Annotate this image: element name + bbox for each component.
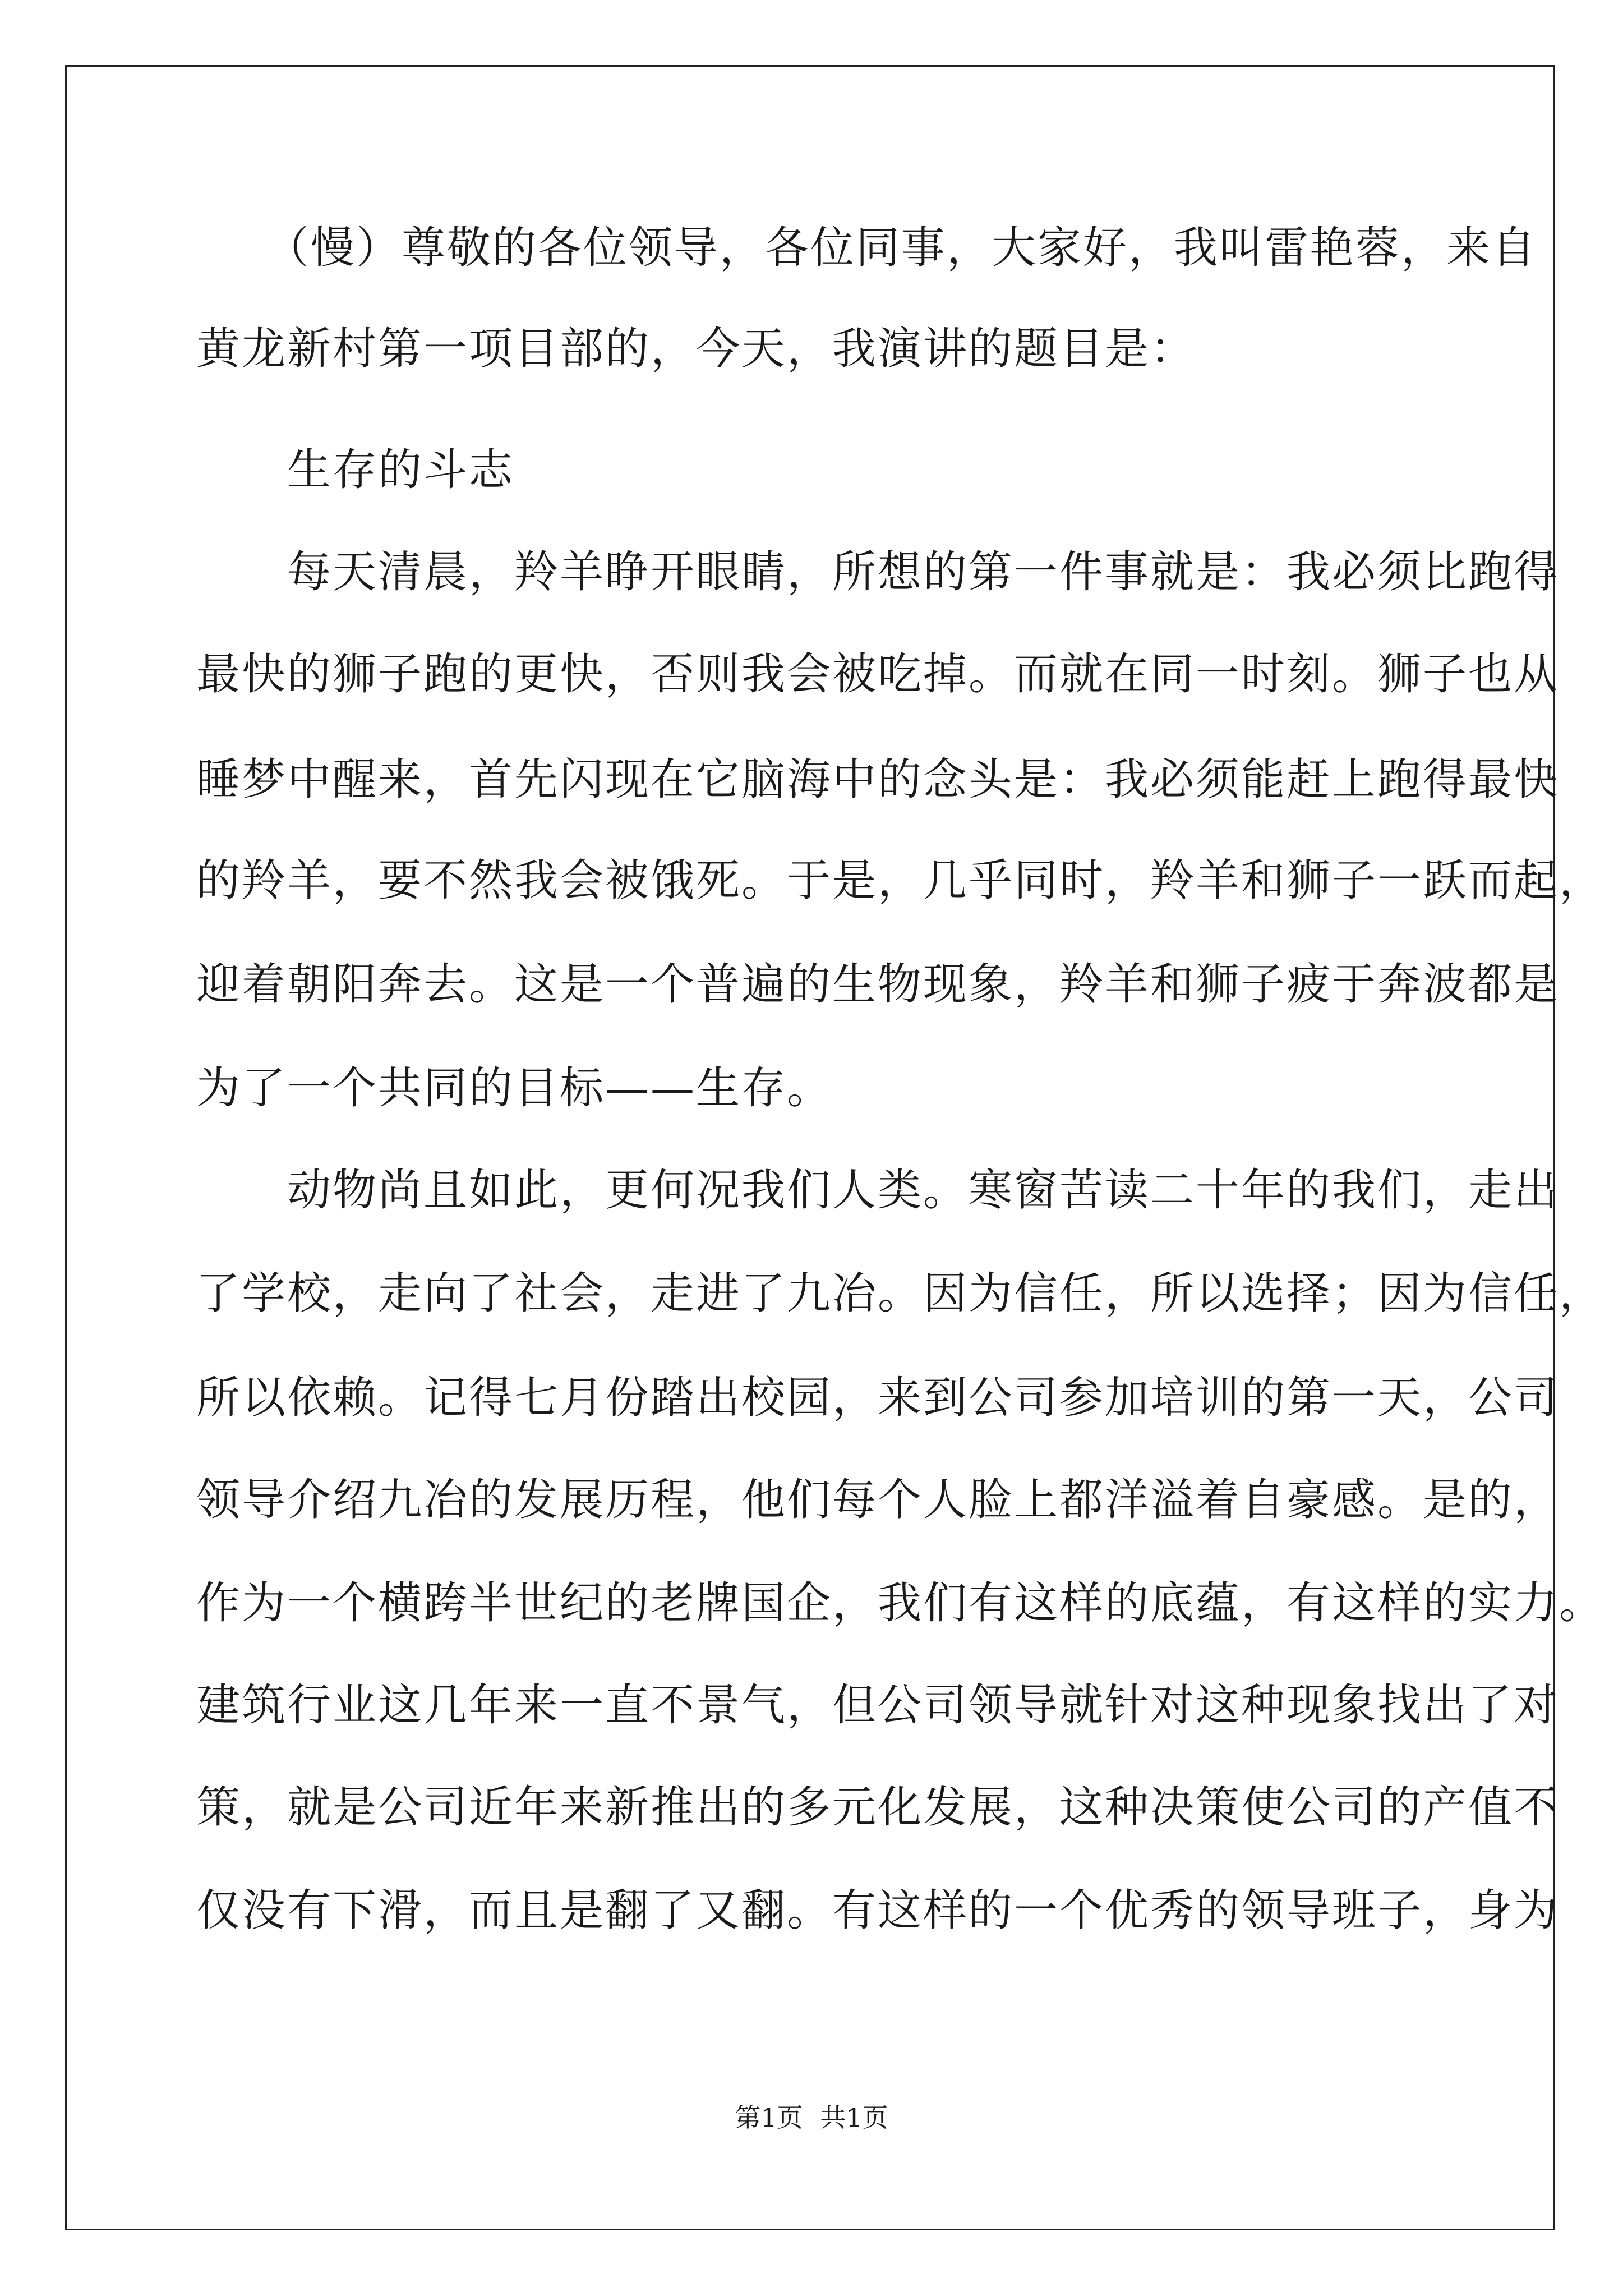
text-line: 领导介绍九冶的发展历程，他们每个人脸上都洋溢着自豪感。是的， (196, 1475, 1560, 1525)
text-line: 所以依赖。记得七月份踏出校园，来到公司参加培训的第一天，公司 (196, 1373, 1560, 1423)
page-footer (0, 2101, 1623, 2134)
text-line: 睡梦中醒来，首先闪现在它脑海中的念头是：我必须能赶上跑得最快 (196, 754, 1560, 805)
page-number: 第1页 (735, 2102, 803, 2133)
text-line: 迎着朝阳奔去。这是一个普遍的生物现象，羚羊和狮子疲于奔波都是 (196, 959, 1560, 1010)
text-line: 建筑行业这几年来一直不景气，但公司领导就针对这种现象找出了对 (196, 1680, 1560, 1731)
text-line: 每天清晨，羚羊睁开眼睛，所想的第一件事就是：我必须比跑得 (196, 547, 1560, 597)
text-line: 黄龙新村第一项目部的，今天，我演讲的题目是： (196, 324, 1196, 374)
text-line: 为了一个共同的目标——生存。 (196, 1063, 833, 1114)
text-line: 作为一个横跨半世纪的老牌国企，我们有这样的底蕴，有这样的实力。 (196, 1578, 1605, 1628)
text-line: （慢）尊敬的各位领导，各位同事，大家好，我叫雷艳蓉，来自 (196, 223, 1538, 273)
section-title: 生存的斗志 (196, 445, 515, 495)
text-line: 策，就是公司近年来新推出的多元化发展，这种决策使公司的产值不 (196, 1782, 1560, 1833)
text-line: 了学校，走向了社会，走进了九冶。因为信任，所以选择；因为信任， (196, 1268, 1605, 1319)
text-line: 仅没有下滑，而且是翻了又翻。有这样的一个优秀的领导班子，身为 (196, 1885, 1560, 1936)
text-line: 的羚羊，要不然我会被饿死。于是，几乎同时，羚羊和狮子一跃而起， (196, 855, 1605, 906)
page-total: 共1页 (820, 2102, 888, 2133)
text-line: 最快的狮子跑的更快，否则我会被吃掉。而就在同一时刻。狮子也从 (196, 649, 1560, 700)
text-line: 动物尚且如此，更何况我们人类。寒窗苦读二十年的我们，走出 (196, 1165, 1560, 1216)
